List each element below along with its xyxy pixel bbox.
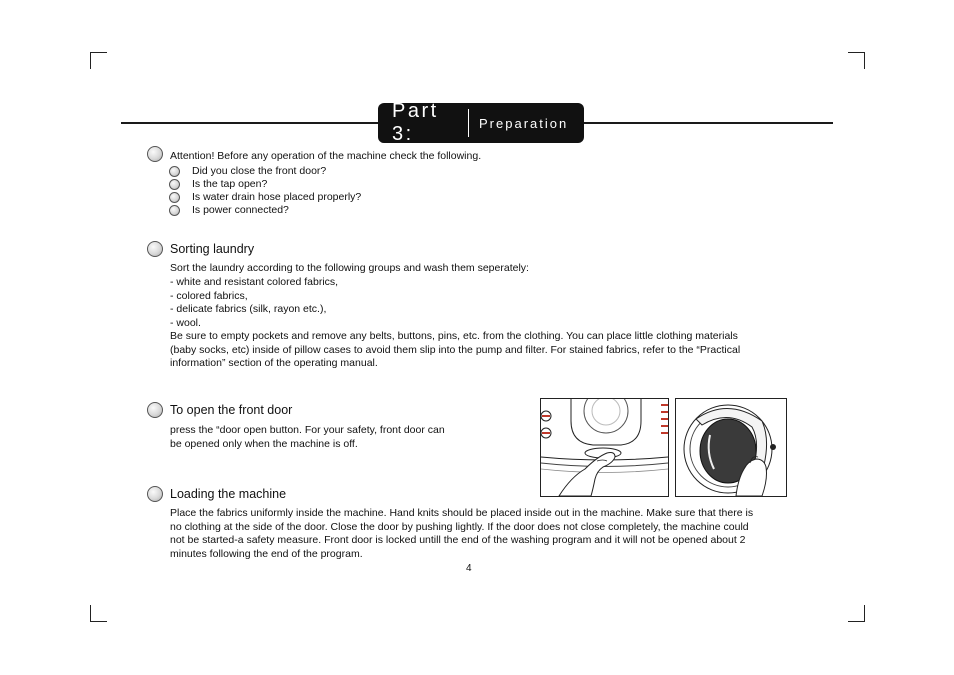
sorting-group: - wool. — [170, 317, 201, 329]
loading-line: Place the fabrics uniformly inside the machine. Hand knits should be placed inside out in the machine. Make sure that there is — [170, 507, 754, 519]
bullet-icon — [147, 241, 163, 257]
page-number: 4 — [466, 563, 472, 574]
sorting-intro: Sort the laundry according to the following groups and wash them seperately: — [170, 262, 529, 274]
crop-mark-top-left — [90, 52, 107, 69]
crop-mark-bottom-left — [90, 605, 107, 622]
door-opening-illustration — [675, 398, 787, 497]
open-door-heading: To open the front door — [170, 403, 293, 417]
bullet-icon — [147, 486, 163, 502]
sorting-note-line: information” section of the operating manual. — [170, 357, 378, 369]
check-item: Is water drain hose placed properly? — [192, 191, 362, 203]
open-door-line: press the “door open button. For your safety, front door can — [170, 424, 445, 436]
sorting-note-line: (baby socks, etc) inside of pillow cases to avoid them slip into the pump and filter. For stained fabrics, refer to the “Practical — [170, 344, 741, 356]
section-header — [378, 100, 584, 145]
check-item: Is the tap open? — [192, 178, 268, 190]
sorting-group: - delicate fabrics (silk, rayon etc.), — [170, 303, 327, 315]
sorting-group: - white and resistant colored fabrics, — [170, 276, 339, 288]
loading-line: no clothing at the side of the door. Close the door by pushing lightly. If the door does not close completely, the machine could — [170, 521, 749, 533]
part-title: Preparation — [479, 115, 569, 131]
door-button-illustration — [540, 398, 669, 497]
bullet-icon — [147, 402, 163, 418]
check-bullet-icon — [169, 179, 180, 190]
sorting-note-line: Be sure to empty pockets and remove any belts, buttons, pins, etc. from the clothing. You can place little clothing materials — [170, 330, 738, 342]
loading-line: minutes following the end of the program. — [170, 548, 363, 560]
attention-text: Attention! Before any operation of the machine check the following. — [170, 150, 482, 162]
loading-heading: Loading the machine — [170, 487, 287, 501]
header-rule-right — [580, 122, 833, 124]
part-number: Part 3: — [392, 100, 439, 145]
sorting-heading: Sorting laundry — [170, 242, 255, 256]
check-item: Is power connected? — [192, 204, 289, 216]
header-divider — [468, 109, 469, 137]
sorting-group: - colored fabrics, — [170, 290, 248, 302]
bullet-icon — [147, 146, 163, 162]
check-bullet-icon — [169, 166, 180, 177]
check-bullet-icon — [169, 205, 180, 216]
crop-mark-top-right — [848, 52, 865, 69]
header-rule-left — [121, 122, 383, 124]
open-door-line: be opened only when the machine is off. — [170, 438, 358, 450]
loading-line: not be started-a safety measure. Front door is locked untill the end of the washing program and it will not be opened about 2 — [170, 534, 746, 546]
check-item: Did you close the front door? — [192, 165, 327, 177]
check-bullet-icon — [169, 192, 180, 203]
crop-mark-bottom-right — [848, 605, 865, 622]
